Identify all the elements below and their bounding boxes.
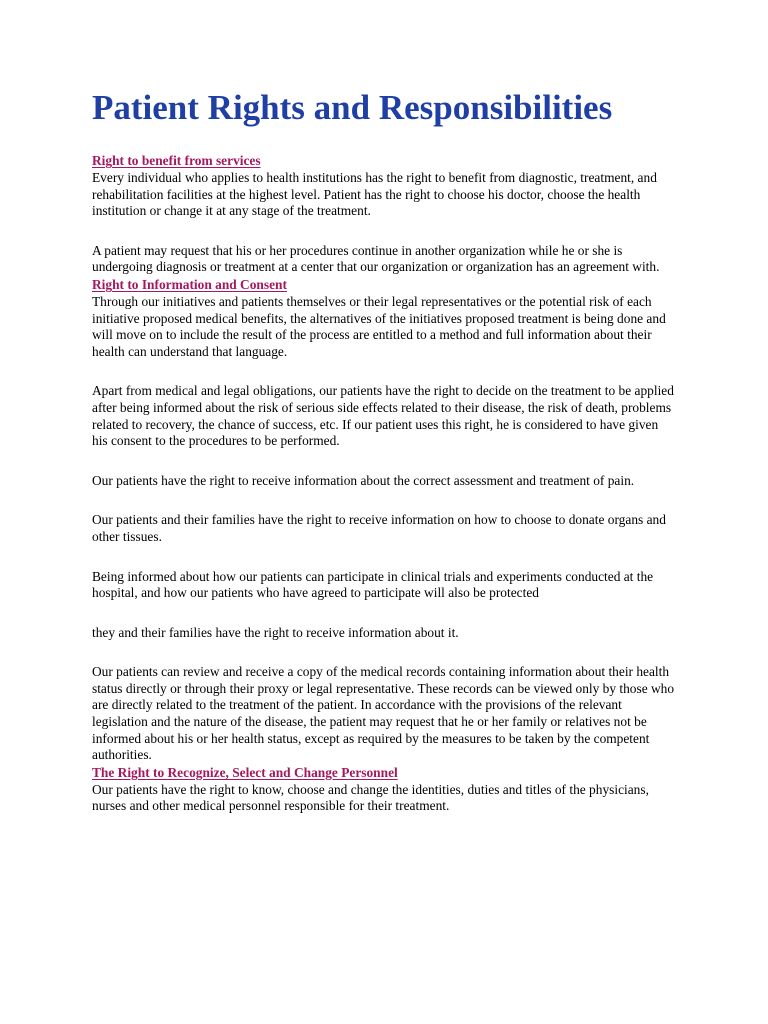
paragraph: Our patients have the right to know, choose and change the identities, duties and titles of the physicians, nurses and other medical personnel responsible for their treatment. bbox=[92, 781, 649, 814]
paragraph: Our patients and their families have the right to receive information on how to choose to donate organs and other tissues. bbox=[92, 512, 666, 544]
document-page bbox=[92, 84, 676, 815]
section-right-to-personnel bbox=[92, 764, 676, 815]
paragraph: Our patients have the right to receive information about the correct assessment and treatment of pain. bbox=[92, 472, 635, 488]
section-right-to-benefit bbox=[92, 152, 676, 276]
section-right-to-information bbox=[92, 276, 676, 764]
paragraph: A patient may request that his or her procedures continue in another organization while he or she is undergoing diagnosis or treatment at a center that our organization or organization has an agreement with. bbox=[92, 242, 660, 275]
paragraph: Our patients can review and receive a copy of the medical records containing information about their health status directly or through their proxy or legal representative. These records can be viewed only by those who are directly related to the treatment of the patient. In accordance with the provisions of the relevant legislation and the nature of the disease, the patient may request that he or her family or relatives not be informed about his or her health status, except as required by the measures to be taken by the competent authorities. bbox=[92, 664, 675, 763]
section-heading-right-to-benefit[interactable]: Right to benefit from services bbox=[92, 153, 261, 168]
section-heading-right-to-information[interactable]: Right to Information and Consent bbox=[92, 276, 287, 292]
paragraph: Every individual who applies to health institutions has the right to benefit from diagnostic, treatment, and rehabilitation facilities at the highest level. Patient has the right to choose his doctor, choose the health institution or change it at any stage of the treatment. bbox=[92, 170, 657, 219]
paragraph: they and their families have the right to receive information about it. bbox=[92, 624, 459, 640]
page-title: Patient Rights and Responsibilities bbox=[92, 88, 613, 127]
paragraph: Apart from medical and legal obligations, our patients have the right to decide on the treatment to be applied after being informed about the risk of serious side effects related to their disease, the risk of death, problems related to recovery, the chance of success, etc. If our patient uses this right, he is considered to have given his consent to the procedures to be performed. bbox=[92, 383, 674, 449]
paragraph: Being informed about how our patients can participate in clinical trials and experiments conducted at the hospital, and how our patients who have agreed to participate will also be protected bbox=[92, 568, 654, 601]
section-heading-right-to-personnel[interactable]: The Right to Recognize, Select and Change Personnel bbox=[92, 764, 398, 780]
paragraph: Through our initiatives and patients themselves or their legal representatives or the potential risk of each initiative proposed medical benefits, the alternatives of the initiatives proposed treatment is being done and will move on to include the result of the process are entitled to a method and full information about their health can understand that language. bbox=[92, 293, 666, 359]
